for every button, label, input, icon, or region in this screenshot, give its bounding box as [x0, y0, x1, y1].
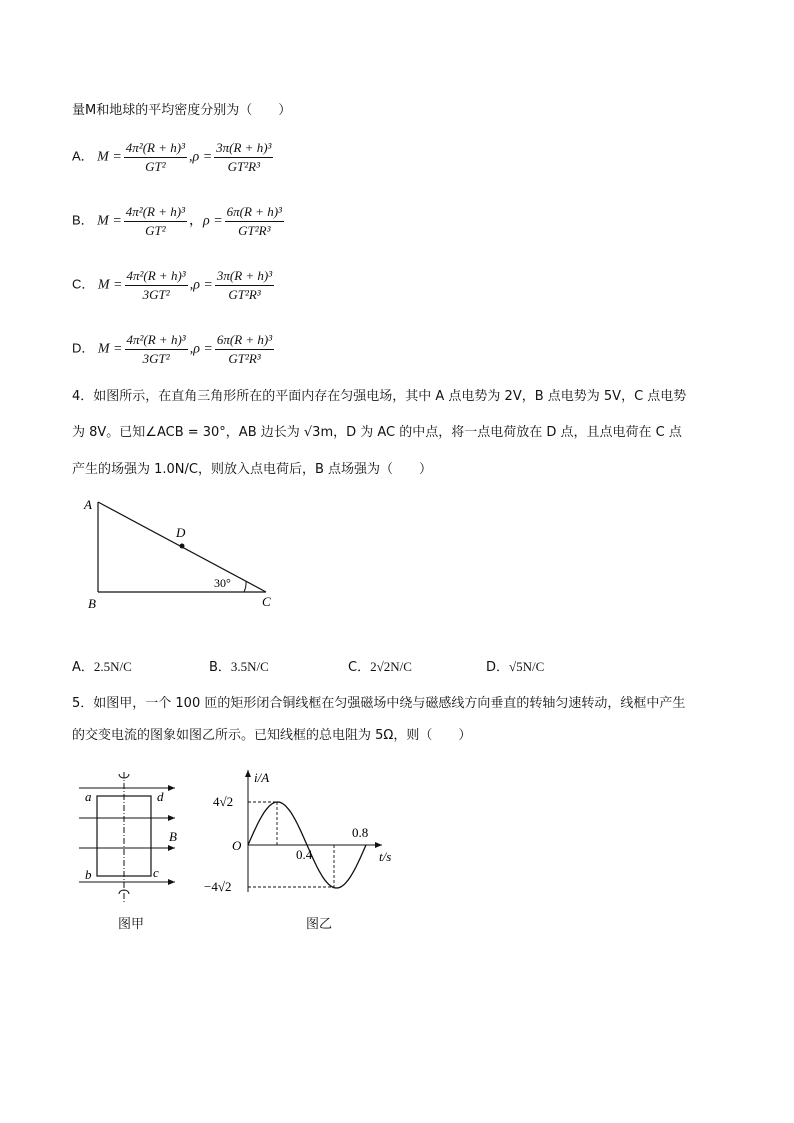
option-letter: C．: [72, 276, 95, 292]
q4-option-c: C．2√2N/C: [348, 659, 412, 675]
option-letter: A．: [72, 148, 94, 164]
y-top-label: 4√2: [213, 794, 234, 809]
q3-option-b: B． M = $\frac{\text{4π²(R + h)³}}{\text{GT²}}$ ，ρ = $\frac{\text{6π(R + h)³}}{\text{GT²R³}}$: [72, 204, 282, 238]
q4-option-d: D．√5N/C: [486, 659, 545, 675]
mass-fraction: $\frac{\text{4π²(R + h)³}}{\text{3GT²}}$: [126, 332, 186, 366]
coil-label-a: a: [85, 789, 92, 804]
x-axis-label: t/s: [379, 849, 392, 864]
mass-fraction: $\frac{\text{4π²(R + h)³}}{\text{GT²}}$: [125, 140, 185, 174]
q4-option-a: A．2.5N/C: [72, 659, 132, 675]
q4-line1: 4．如图所示，在直角三角形所在的平面内存在匀强电场，其中 A 点电势为 2V，B 点电势为 5V，C 点电势: [72, 389, 687, 404]
caption-fig-b: 图乙: [306, 917, 333, 932]
mass-lhs: M =: [97, 149, 122, 165]
q5-line1: 5．如图甲，一个 100 匝的矩形闭合铜线框在匀强磁场中绕与磁感线方向垂直的转轴匀速转动，线框中产生: [72, 696, 686, 711]
mass-fraction: $\frac{\text{4π²(R + h)³}}{\text{GT²}}$: [125, 204, 185, 238]
coil-label-d: d: [157, 789, 164, 804]
density-fraction: $\frac{\text{3π(R + h)³}}{\text{GT²R³}}$: [216, 268, 273, 302]
density-lhs: ρ =: [193, 341, 213, 357]
mass-lhs: M =: [97, 213, 122, 229]
caption-fig-a: 图甲: [118, 917, 145, 932]
density-lhs: ρ =: [192, 149, 213, 165]
q3-option-c: C． M = $\frac{\text{4π²(R + h)³}}{\text{3GT²}}$ ,ρ = $\frac{\text{3π(R + h)³}}{\text{GT²R³}}$: [72, 268, 273, 302]
y-bottom-label: −4√2: [204, 879, 232, 894]
field-label-b: B: [169, 829, 177, 844]
point-d-dot: [180, 544, 185, 549]
density-lhs: ρ =: [202, 213, 223, 229]
q4-option-b: B．3.5N/C: [209, 659, 269, 675]
angle-label: 30°: [214, 576, 231, 590]
q5-line2: 的交变电流的图象如图乙所示。已知线框的总电阻为 5Ω，则（ ）: [72, 728, 472, 743]
t2-label: 0.8: [352, 825, 369, 840]
q3-option-d: D． M = $\frac{\text{4π²(R + h)³}}{\text{3GT²}}$ ,ρ = $\frac{\text{6π(R + h)³}}{\text{GT²R³}}$: [72, 332, 273, 366]
mass-fraction: $\frac{\text{4π²(R + h)³}}{\text{3GT²}}$: [126, 268, 186, 302]
q3-option-a: A． M = $\frac{\text{4π²(R + h)³}}{\text{GT²}}$ ,ρ = $\frac{\text{3π(R + h)³}}{\text{GT²R³}}$: [72, 140, 272, 174]
label-a: A: [84, 497, 92, 512]
coil-figure: [75, 766, 190, 906]
option-letter: B．: [72, 212, 94, 228]
density-fraction: $\frac{\text{6π(R + h)³}}{\text{GT²R³}}$: [216, 332, 273, 366]
density-lhs: ρ =: [193, 277, 213, 293]
coil-label-b: b: [85, 867, 92, 882]
coil-label-c: c: [153, 865, 159, 880]
current-graph: [196, 764, 396, 904]
origin-label: O: [232, 838, 242, 853]
density-fraction: $\frac{\text{6π(R + h)³}}{\text{GT²R³}}$: [226, 204, 282, 238]
t1-label: 0.4: [296, 847, 313, 862]
density-fraction: $\frac{\text{3π(R + h)³}}{\text{GT²R³}}$: [216, 140, 272, 174]
label-b: B: [88, 596, 96, 611]
option-letter: D．: [72, 340, 95, 356]
label-d: D: [176, 525, 186, 540]
q4-line3: 产生的场强为 1.0N/C，则放入点电荷后，B 点场强为（ ）: [72, 462, 433, 477]
q4-line2: 为 8V。已知∠ACB = 30°，AB 边长为 √3m，D 为 AC 的中点，将一点电荷放在 D 点，且点电荷在 C 点: [72, 425, 682, 440]
label-c: C: [262, 594, 271, 609]
triangle-figure: [80, 492, 280, 617]
q3-stem: 量M和地球的平均密度分别为（ ）: [72, 103, 292, 118]
y-axis-label: i/A: [254, 770, 270, 785]
mass-lhs: M =: [97, 341, 123, 357]
mass-lhs: M =: [97, 277, 123, 293]
